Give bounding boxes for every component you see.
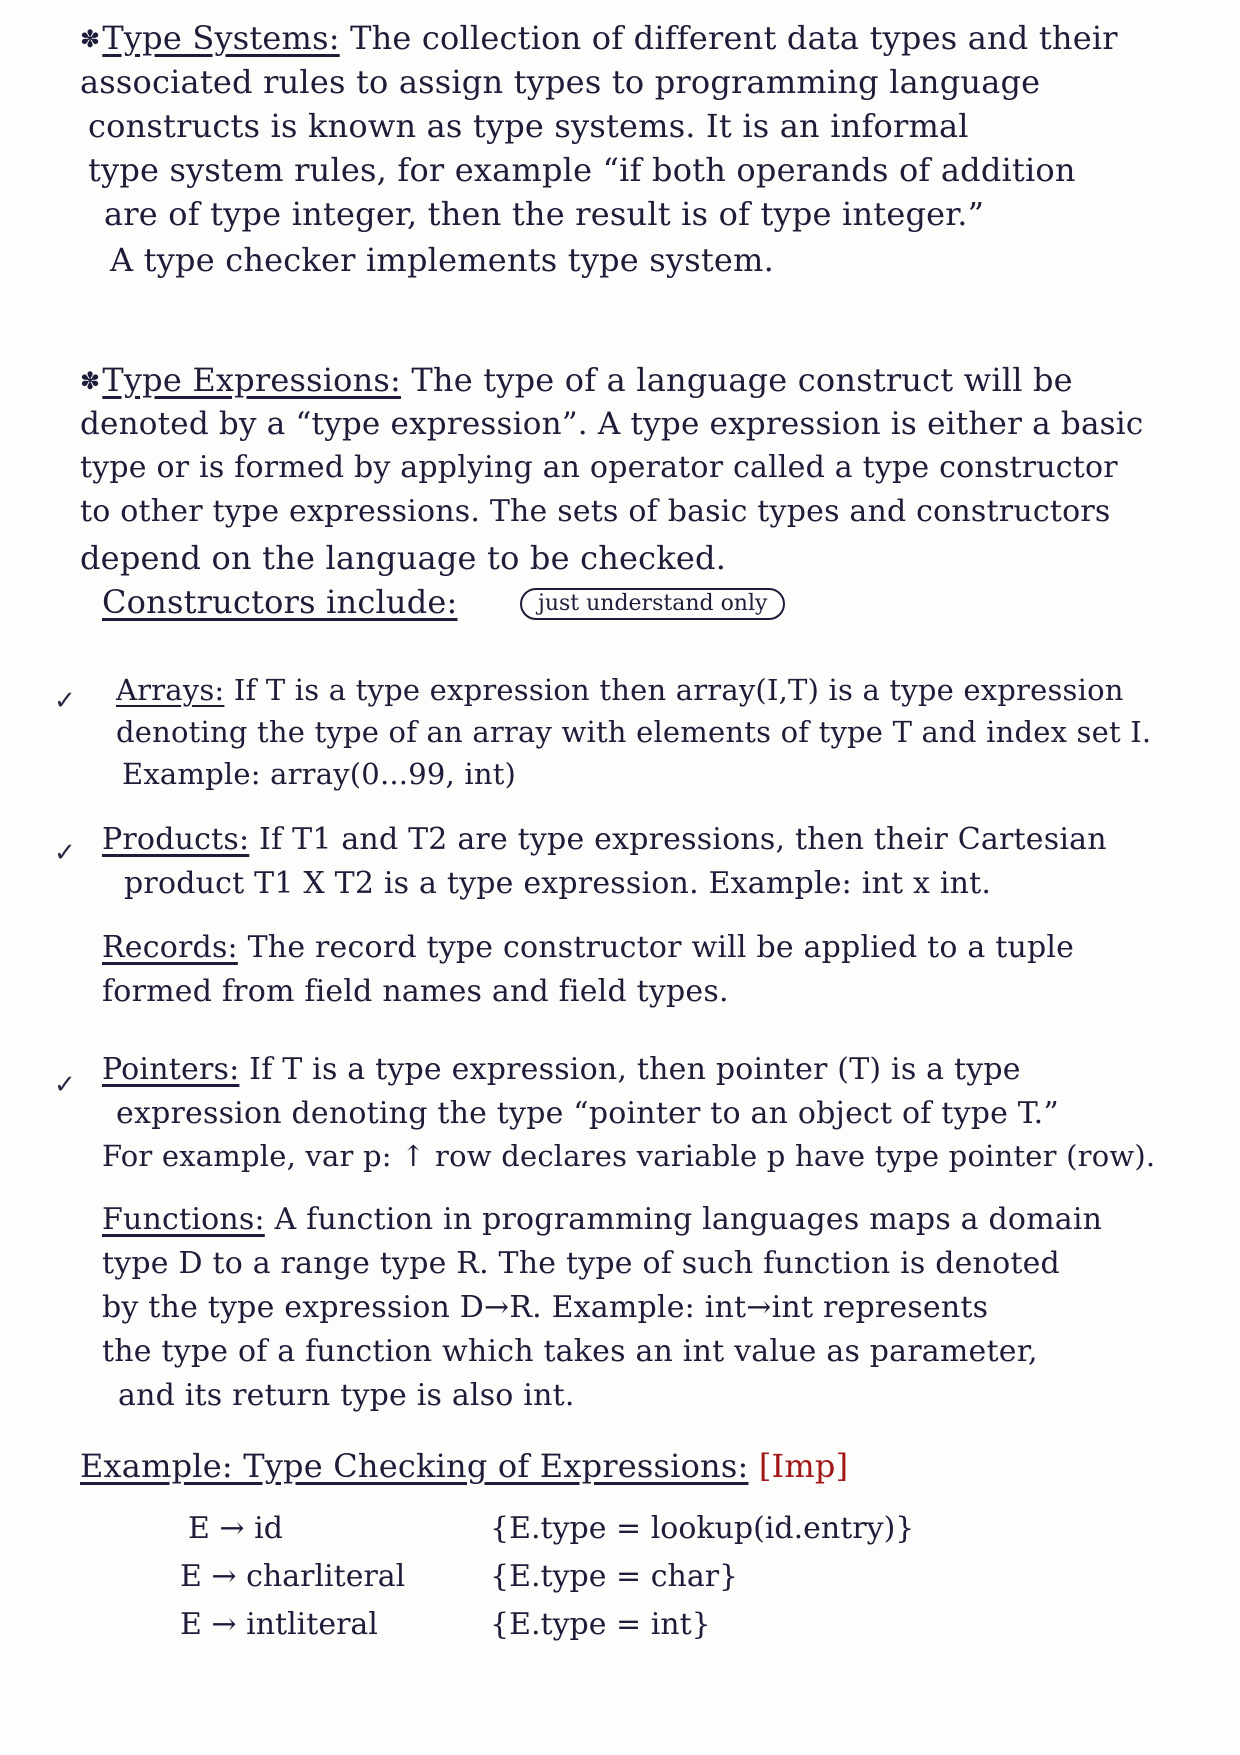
records-line-1	[102, 928, 1074, 968]
pointers-line-1	[102, 1050, 1021, 1090]
products-line-2: product T1 X T2 is a type expression. Example: int x int.	[124, 866, 992, 901]
records-heading: Records:	[102, 930, 238, 965]
pointers-text: If T is a type expression, then pointer (T) is a type	[239, 1052, 1021, 1087]
type-systems-heading: Type Systems:	[102, 19, 340, 57]
just-understand-note: just understand only	[520, 588, 785, 620]
arrays-line-3: Example: array(0...99, int)	[122, 757, 517, 791]
production-rule-2: E → charliteral	[180, 1559, 406, 1594]
type-expressions-text: The type of a language construct will be	[401, 361, 1073, 399]
star-icon: ✽	[80, 25, 101, 53]
type-expressions-line-2: denoted by a “type expression”. A type expression is either a basic	[80, 406, 1144, 442]
functions-text: A function in programming languages maps a domain	[264, 1202, 1103, 1237]
star-icon: ✽	[80, 367, 101, 395]
arrays-line-2: denoting the type of an array with elements of type T and index set I.	[116, 715, 1152, 749]
arrays-line-1	[116, 670, 1124, 710]
production-rule-3: E → intliteral	[180, 1607, 378, 1642]
records-text: The record type constructor will be applied to a tuple	[237, 930, 1075, 965]
products-text: If T1 and T2 are type expressions, then their Cartesian	[249, 822, 1107, 857]
type-systems-line-3: constructs is known as type systems. It is an informal	[88, 107, 969, 145]
pointers-line-3: For example, var p: ↑ row declares variable p have type pointer (row).	[102, 1139, 1156, 1173]
type-expressions-line-5: depend on the language to be checked.	[80, 539, 727, 577]
products-line-1	[102, 820, 1107, 860]
type-systems-line-1	[80, 18, 1118, 59]
functions-line-1	[102, 1200, 1102, 1240]
functions-line-2: type D to a range type R. The type of such function is denoted	[102, 1246, 1060, 1281]
type-systems-text: The collection of different data types and their	[339, 19, 1118, 57]
production-action-2: {E.type = char}	[490, 1559, 739, 1594]
production-action-3: {E.type = int}	[490, 1607, 711, 1642]
arrays-heading: Arrays:	[116, 673, 225, 707]
functions-line-4: the type of a function which takes an int value as parameter,	[102, 1334, 1038, 1369]
type-systems-line-6: A type checker implements type system.	[110, 241, 774, 279]
type-systems-line-4: type system rules, for example “if both operands of addition	[88, 151, 1076, 189]
production-rule-1: E → id	[188, 1511, 283, 1546]
functions-line-5: and its return type is also int.	[118, 1378, 575, 1413]
type-expressions-line-1	[80, 360, 1073, 401]
arrays-text: If T is a type expression then array(I,T) is a type expression	[224, 673, 1124, 707]
functions-heading: Functions:	[102, 1202, 265, 1237]
type-systems-line-5: are of type integer, then the result is of type integer.”	[104, 195, 985, 233]
type-systems-line-2: associated rules to assign types to programming language	[80, 63, 1041, 101]
check-mark-icon: ✓	[54, 838, 76, 868]
production-action-1: {E.type = lookup(id.entry)}	[490, 1511, 915, 1546]
constructors-label: Constructors include:	[102, 583, 458, 621]
type-expressions-line-3: type or is formed by applying an operator called a type constructor	[80, 450, 1118, 485]
products-heading: Products:	[102, 822, 250, 857]
check-mark-icon: ✓	[54, 1070, 76, 1100]
imp-tag: [Imp]	[758, 1447, 849, 1485]
example-heading-line	[80, 1446, 848, 1486]
pointers-line-2: expression denoting the type “pointer to an object of type T.”	[116, 1096, 1059, 1131]
check-mark-icon: ✓	[54, 686, 76, 716]
type-expressions-heading: Type Expressions:	[102, 361, 402, 399]
records-line-2: formed from field names and field types.	[102, 974, 729, 1009]
example-heading: Example: Type Checking of Expressions:	[80, 1447, 749, 1485]
type-expressions-line-4: to other type expressions. The sets of basic types and constructors	[80, 494, 1111, 529]
pointers-heading: Pointers:	[102, 1052, 240, 1087]
functions-line-3: by the type expression D→R. Example: int→int represents	[102, 1290, 989, 1325]
